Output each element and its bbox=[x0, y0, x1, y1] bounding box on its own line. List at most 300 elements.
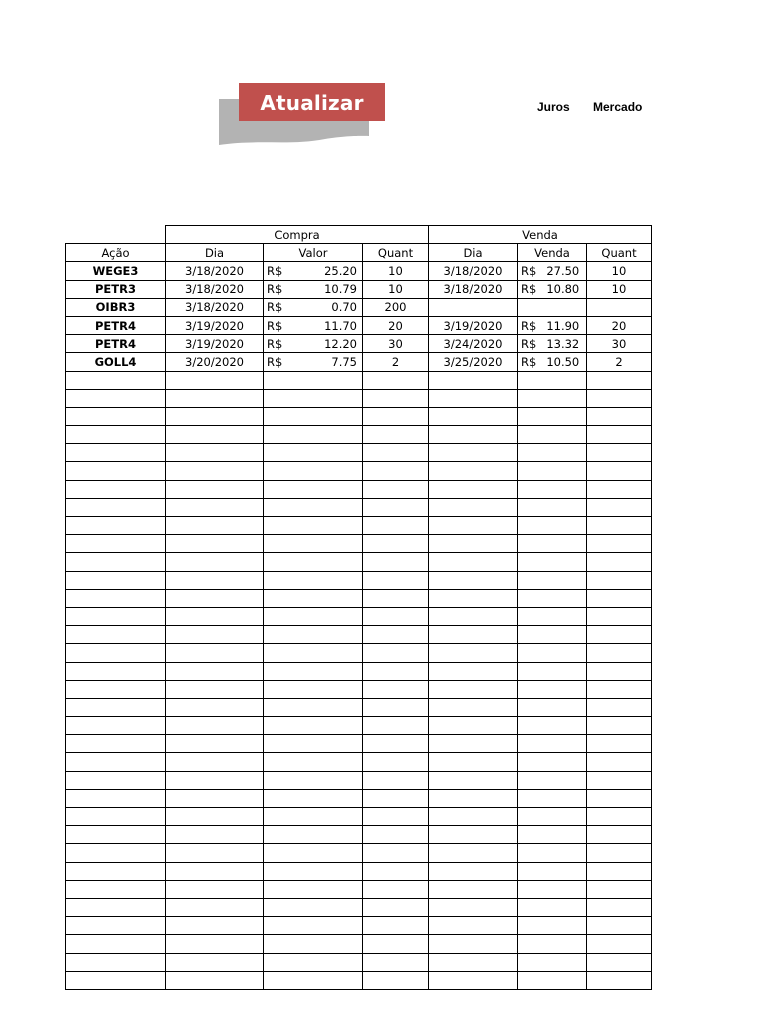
venda-valor-amount: 13.32 bbox=[546, 336, 580, 351]
empty-cell[interactable] bbox=[66, 680, 166, 698]
compra-quant-cell[interactable]: 10 bbox=[363, 280, 429, 298]
empty-cell[interactable] bbox=[518, 898, 587, 916]
empty-cell[interactable] bbox=[429, 789, 518, 807]
empty-row bbox=[66, 480, 652, 498]
empty-cell[interactable] bbox=[264, 826, 363, 844]
empty-cell[interactable] bbox=[264, 407, 363, 425]
empty-cell[interactable] bbox=[166, 789, 264, 807]
empty-cell[interactable] bbox=[66, 371, 166, 389]
empty-cell[interactable] bbox=[363, 735, 429, 753]
empty-cell[interactable] bbox=[264, 389, 363, 407]
venda-valor-cell[interactable] bbox=[518, 353, 587, 371]
empty-cell[interactable] bbox=[166, 607, 264, 625]
empty-cell[interactable] bbox=[264, 735, 363, 753]
empty-cell[interactable] bbox=[587, 826, 652, 844]
empty-cell[interactable] bbox=[66, 644, 166, 662]
compra-valor-cell[interactable] bbox=[264, 353, 363, 371]
empty-cell[interactable] bbox=[264, 917, 363, 935]
empty-cell[interactable] bbox=[587, 571, 652, 589]
empty-cell[interactable] bbox=[429, 462, 518, 480]
empty-cell[interactable] bbox=[518, 771, 587, 789]
empty-cell[interactable] bbox=[363, 898, 429, 916]
empty-cell[interactable] bbox=[363, 644, 429, 662]
empty-cell[interactable] bbox=[518, 371, 587, 389]
empty-cell[interactable] bbox=[518, 626, 587, 644]
empty-cell[interactable] bbox=[363, 662, 429, 680]
col-header-venda-quant: Quant bbox=[587, 244, 652, 262]
empty-cell[interactable] bbox=[429, 698, 518, 716]
empty-cell[interactable] bbox=[264, 717, 363, 735]
empty-cell[interactable] bbox=[518, 644, 587, 662]
empty-cell[interactable] bbox=[587, 844, 652, 862]
venda-quant-cell[interactable] bbox=[587, 298, 652, 316]
empty-cell[interactable] bbox=[363, 917, 429, 935]
compra-valor-cell[interactable] bbox=[264, 335, 363, 353]
empty-cell[interactable] bbox=[587, 426, 652, 444]
empty-cell[interactable] bbox=[363, 680, 429, 698]
venda-quant-cell[interactable]: 2 bbox=[587, 353, 652, 371]
empty-cell[interactable] bbox=[429, 717, 518, 735]
venda-quant-cell[interactable]: 30 bbox=[587, 335, 652, 353]
empty-cell[interactable] bbox=[518, 426, 587, 444]
empty-cell[interactable] bbox=[363, 626, 429, 644]
empty-cell[interactable] bbox=[587, 735, 652, 753]
empty-cell[interactable] bbox=[264, 571, 363, 589]
empty-cell[interactable] bbox=[518, 680, 587, 698]
acao-cell[interactable]: PETR4 bbox=[66, 316, 166, 334]
compra-valor-cell[interactable] bbox=[264, 280, 363, 298]
empty-cell[interactable] bbox=[429, 735, 518, 753]
empty-cell[interactable] bbox=[429, 844, 518, 862]
empty-cell[interactable] bbox=[429, 571, 518, 589]
empty-cell[interactable] bbox=[587, 498, 652, 516]
empty-cell[interactable] bbox=[518, 917, 587, 935]
empty-cell[interactable] bbox=[518, 571, 587, 589]
empty-cell[interactable] bbox=[166, 898, 264, 916]
empty-cell[interactable] bbox=[587, 371, 652, 389]
empty-cell[interactable] bbox=[363, 698, 429, 716]
empty-cell[interactable] bbox=[518, 862, 587, 880]
empty-cell[interactable] bbox=[66, 480, 166, 498]
empty-cell[interactable] bbox=[363, 407, 429, 425]
empty-cell[interactable] bbox=[264, 644, 363, 662]
empty-cell[interactable] bbox=[166, 553, 264, 571]
compra-valor-cell[interactable] bbox=[264, 298, 363, 316]
empty-cell[interactable] bbox=[587, 935, 652, 953]
empty-cell[interactable] bbox=[587, 517, 652, 535]
empty-cell[interactable] bbox=[166, 626, 264, 644]
empty-cell[interactable] bbox=[363, 789, 429, 807]
empty-cell[interactable] bbox=[166, 589, 264, 607]
empty-cell[interactable] bbox=[166, 498, 264, 516]
compra-quant-cell[interactable]: 30 bbox=[363, 335, 429, 353]
empty-cell[interactable] bbox=[66, 444, 166, 462]
empty-cell[interactable] bbox=[587, 553, 652, 571]
empty-cell[interactable] bbox=[66, 935, 166, 953]
empty-cell[interactable] bbox=[587, 589, 652, 607]
empty-cell[interactable] bbox=[518, 589, 587, 607]
empty-cell[interactable] bbox=[587, 953, 652, 971]
venda-valor-cell[interactable] bbox=[518, 298, 587, 316]
empty-cell[interactable] bbox=[264, 953, 363, 971]
empty-cell[interactable] bbox=[66, 971, 166, 989]
venda-valor-cell[interactable] bbox=[518, 335, 587, 353]
empty-cell[interactable] bbox=[166, 462, 264, 480]
empty-cell[interactable] bbox=[363, 808, 429, 826]
venda-quant-cell[interactable]: 10 bbox=[587, 262, 652, 280]
empty-cell[interactable] bbox=[363, 717, 429, 735]
empty-cell[interactable] bbox=[363, 462, 429, 480]
compra-dia-cell[interactable]: 3/20/2020 bbox=[166, 353, 264, 371]
empty-cell[interactable] bbox=[518, 789, 587, 807]
empty-cell[interactable] bbox=[587, 808, 652, 826]
empty-cell[interactable] bbox=[166, 535, 264, 553]
empty-cell[interactable] bbox=[518, 662, 587, 680]
empty-cell[interactable] bbox=[264, 462, 363, 480]
acao-cell[interactable]: GOLL4 bbox=[66, 353, 166, 371]
empty-cell[interactable] bbox=[363, 517, 429, 535]
empty-cell[interactable] bbox=[518, 444, 587, 462]
empty-cell[interactable] bbox=[587, 880, 652, 898]
empty-cell[interactable] bbox=[518, 971, 587, 989]
empty-cell[interactable] bbox=[429, 517, 518, 535]
empty-cell[interactable] bbox=[66, 462, 166, 480]
compra-quant-cell[interactable]: 2 bbox=[363, 353, 429, 371]
empty-cell[interactable] bbox=[166, 753, 264, 771]
empty-cell[interactable] bbox=[363, 444, 429, 462]
empty-cell[interactable] bbox=[166, 517, 264, 535]
empty-cell[interactable] bbox=[166, 880, 264, 898]
empty-cell[interactable] bbox=[429, 480, 518, 498]
empty-cell[interactable] bbox=[166, 698, 264, 716]
empty-cell[interactable] bbox=[518, 753, 587, 771]
empty-cell[interactable] bbox=[518, 462, 587, 480]
empty-cell[interactable] bbox=[518, 535, 587, 553]
empty-cell[interactable] bbox=[429, 498, 518, 516]
compra-valor-cell[interactable] bbox=[264, 316, 363, 334]
compra-dia-cell[interactable]: 3/18/2020 bbox=[166, 298, 264, 316]
empty-cell[interactable] bbox=[166, 680, 264, 698]
empty-cell[interactable] bbox=[66, 844, 166, 862]
empty-cell[interactable] bbox=[363, 389, 429, 407]
table-row bbox=[66, 353, 652, 371]
col-header-venda-valor: Venda bbox=[518, 244, 587, 262]
empty-cell[interactable] bbox=[264, 607, 363, 625]
empty-cell[interactable] bbox=[264, 426, 363, 444]
empty-cell[interactable] bbox=[166, 917, 264, 935]
empty-cell[interactable] bbox=[363, 571, 429, 589]
empty-row bbox=[66, 626, 652, 644]
empty-cell[interactable] bbox=[518, 880, 587, 898]
empty-cell[interactable] bbox=[166, 935, 264, 953]
empty-cell[interactable] bbox=[264, 935, 363, 953]
empty-cell[interactable] bbox=[166, 444, 264, 462]
empty-cell[interactable] bbox=[166, 644, 264, 662]
empty-cell[interactable] bbox=[166, 426, 264, 444]
empty-row bbox=[66, 589, 652, 607]
venda-valor-cell[interactable] bbox=[518, 262, 587, 280]
empty-cell[interactable] bbox=[66, 589, 166, 607]
empty-cell[interactable] bbox=[587, 444, 652, 462]
empty-cell[interactable] bbox=[166, 808, 264, 826]
empty-cell[interactable] bbox=[429, 808, 518, 826]
empty-cell[interactable] bbox=[66, 880, 166, 898]
empty-cell[interactable] bbox=[264, 808, 363, 826]
empty-cell[interactable] bbox=[264, 698, 363, 716]
venda-dia-cell[interactable]: 3/18/2020 bbox=[429, 280, 518, 298]
empty-cell[interactable] bbox=[264, 753, 363, 771]
venda-dia-cell[interactable]: 3/18/2020 bbox=[429, 262, 518, 280]
empty-cell[interactable] bbox=[587, 644, 652, 662]
empty-cell[interactable] bbox=[587, 626, 652, 644]
empty-cell[interactable] bbox=[363, 862, 429, 880]
empty-cell[interactable] bbox=[66, 735, 166, 753]
compra-quant-cell[interactable]: 200 bbox=[363, 298, 429, 316]
compra-dia-cell[interactable]: 3/19/2020 bbox=[166, 335, 264, 353]
empty-cell[interactable] bbox=[166, 371, 264, 389]
empty-cell[interactable] bbox=[363, 953, 429, 971]
empty-cell[interactable] bbox=[363, 426, 429, 444]
empty-cell[interactable] bbox=[264, 480, 363, 498]
empty-cell[interactable] bbox=[66, 553, 166, 571]
currency-symbol: R$ bbox=[267, 282, 283, 297]
empty-cell[interactable] bbox=[429, 644, 518, 662]
empty-cell[interactable] bbox=[518, 389, 587, 407]
empty-cell[interactable] bbox=[429, 971, 518, 989]
empty-cell[interactable] bbox=[363, 880, 429, 898]
empty-cell[interactable] bbox=[363, 553, 429, 571]
empty-cell[interactable] bbox=[166, 971, 264, 989]
empty-cell[interactable] bbox=[429, 680, 518, 698]
venda-dia-cell[interactable]: 3/24/2020 bbox=[429, 335, 518, 353]
empty-cell[interactable] bbox=[166, 844, 264, 862]
empty-cell[interactable] bbox=[587, 917, 652, 935]
empty-cell[interactable] bbox=[166, 571, 264, 589]
empty-cell[interactable] bbox=[264, 880, 363, 898]
empty-cell[interactable] bbox=[363, 771, 429, 789]
empty-cell[interactable] bbox=[66, 789, 166, 807]
empty-cell[interactable] bbox=[429, 935, 518, 953]
empty-cell[interactable] bbox=[66, 426, 166, 444]
empty-cell[interactable] bbox=[518, 953, 587, 971]
empty-cell[interactable] bbox=[166, 826, 264, 844]
atualizar-button[interactable] bbox=[219, 83, 385, 147]
empty-row bbox=[66, 444, 652, 462]
empty-cell[interactable] bbox=[66, 662, 166, 680]
empty-cell[interactable] bbox=[587, 462, 652, 480]
compra-valor-amount: 12.20 bbox=[324, 336, 357, 351]
empty-cell[interactable] bbox=[587, 389, 652, 407]
empty-cell[interactable] bbox=[66, 917, 166, 935]
empty-cell[interactable] bbox=[518, 826, 587, 844]
acao-cell[interactable]: WEGE3 bbox=[66, 262, 166, 280]
compra-dia-cell[interactable]: 3/19/2020 bbox=[166, 316, 264, 334]
empty-cell[interactable] bbox=[66, 753, 166, 771]
empty-cell[interactable] bbox=[587, 789, 652, 807]
empty-cell[interactable] bbox=[66, 826, 166, 844]
empty-cell[interactable] bbox=[518, 480, 587, 498]
empty-cell[interactable] bbox=[264, 626, 363, 644]
empty-cell[interactable] bbox=[429, 898, 518, 916]
juros-link[interactable]: Juros bbox=[537, 100, 570, 114]
venda-valor-cell[interactable] bbox=[518, 316, 587, 334]
currency-symbol: R$ bbox=[267, 318, 283, 333]
venda-dia-cell[interactable]: 3/25/2020 bbox=[429, 353, 518, 371]
empty-cell[interactable] bbox=[363, 935, 429, 953]
empty-cell[interactable] bbox=[518, 498, 587, 516]
empty-cell[interactable] bbox=[363, 844, 429, 862]
empty-cell[interactable] bbox=[587, 662, 652, 680]
empty-cell[interactable] bbox=[66, 771, 166, 789]
empty-cell[interactable] bbox=[66, 607, 166, 625]
empty-cell[interactable] bbox=[264, 371, 363, 389]
empty-row bbox=[66, 426, 652, 444]
empty-cell[interactable] bbox=[429, 953, 518, 971]
empty-cell[interactable] bbox=[166, 953, 264, 971]
empty-cell[interactable] bbox=[66, 898, 166, 916]
empty-cell[interactable] bbox=[264, 517, 363, 535]
empty-cell[interactable] bbox=[264, 771, 363, 789]
empty-cell[interactable] bbox=[66, 535, 166, 553]
empty-cell[interactable] bbox=[264, 789, 363, 807]
empty-cell[interactable] bbox=[429, 826, 518, 844]
empty-cell[interactable] bbox=[429, 407, 518, 425]
empty-cell[interactable] bbox=[518, 553, 587, 571]
empty-cell[interactable] bbox=[166, 480, 264, 498]
empty-cell[interactable] bbox=[166, 771, 264, 789]
empty-cell[interactable] bbox=[429, 426, 518, 444]
empty-cell[interactable] bbox=[518, 935, 587, 953]
empty-cell[interactable] bbox=[66, 571, 166, 589]
empty-cell[interactable] bbox=[363, 480, 429, 498]
empty-cell[interactable] bbox=[66, 862, 166, 880]
venda-quant-cell[interactable]: 20 bbox=[587, 316, 652, 334]
empty-cell[interactable] bbox=[264, 535, 363, 553]
empty-cell[interactable] bbox=[363, 371, 429, 389]
acao-cell[interactable]: OIBR3 bbox=[66, 298, 166, 316]
empty-cell[interactable] bbox=[66, 389, 166, 407]
empty-cell[interactable] bbox=[518, 698, 587, 716]
empty-cell[interactable] bbox=[264, 553, 363, 571]
table-row bbox=[66, 280, 652, 298]
empty-cell[interactable] bbox=[166, 662, 264, 680]
empty-cell[interactable] bbox=[587, 971, 652, 989]
empty-cell[interactable] bbox=[429, 771, 518, 789]
empty-cell[interactable] bbox=[264, 862, 363, 880]
empty-cell[interactable] bbox=[429, 535, 518, 553]
empty-cell[interactable] bbox=[429, 917, 518, 935]
empty-cell[interactable] bbox=[518, 808, 587, 826]
empty-cell[interactable] bbox=[66, 407, 166, 425]
empty-cell[interactable] bbox=[429, 753, 518, 771]
empty-cell[interactable] bbox=[66, 698, 166, 716]
empty-cell[interactable] bbox=[587, 680, 652, 698]
compra-quant-cell[interactable]: 20 bbox=[363, 316, 429, 334]
empty-cell[interactable] bbox=[363, 589, 429, 607]
venda-valor-amount: 11.90 bbox=[546, 318, 580, 333]
empty-cell[interactable] bbox=[429, 589, 518, 607]
empty-cell[interactable] bbox=[587, 480, 652, 498]
empty-cell[interactable] bbox=[587, 753, 652, 771]
empty-cell[interactable] bbox=[66, 498, 166, 516]
empty-cell[interactable] bbox=[429, 880, 518, 898]
venda-quant-cell[interactable]: 10 bbox=[587, 280, 652, 298]
empty-cell[interactable] bbox=[429, 607, 518, 625]
empty-row bbox=[66, 971, 652, 989]
empty-cell[interactable] bbox=[166, 862, 264, 880]
empty-cell[interactable] bbox=[363, 607, 429, 625]
empty-cell[interactable] bbox=[264, 898, 363, 916]
empty-cell[interactable] bbox=[429, 371, 518, 389]
empty-cell[interactable] bbox=[363, 826, 429, 844]
empty-cell[interactable] bbox=[587, 771, 652, 789]
compra-dia-cell[interactable]: 3/18/2020 bbox=[166, 262, 264, 280]
empty-cell[interactable] bbox=[587, 862, 652, 880]
empty-cell[interactable] bbox=[264, 844, 363, 862]
compra-quant-cell[interactable]: 10 bbox=[363, 262, 429, 280]
empty-cell[interactable] bbox=[518, 717, 587, 735]
compra-dia-cell[interactable]: 3/18/2020 bbox=[166, 280, 264, 298]
empty-cell[interactable] bbox=[264, 589, 363, 607]
compra-valor-cell[interactable] bbox=[264, 262, 363, 280]
empty-cell[interactable] bbox=[587, 607, 652, 625]
empty-cell[interactable] bbox=[363, 753, 429, 771]
acao-cell[interactable]: PETR3 bbox=[66, 280, 166, 298]
empty-cell[interactable] bbox=[518, 407, 587, 425]
venda-dia-cell[interactable] bbox=[429, 298, 518, 316]
empty-cell[interactable] bbox=[66, 717, 166, 735]
empty-cell[interactable] bbox=[66, 517, 166, 535]
empty-cell[interactable] bbox=[587, 698, 652, 716]
empty-cell[interactable] bbox=[518, 735, 587, 753]
mercado-link[interactable]: Mercado bbox=[593, 100, 643, 114]
empty-cell[interactable] bbox=[429, 662, 518, 680]
empty-cell[interactable] bbox=[264, 444, 363, 462]
empty-cell[interactable] bbox=[66, 808, 166, 826]
empty-row bbox=[66, 953, 652, 971]
empty-cell[interactable] bbox=[429, 626, 518, 644]
acao-cell[interactable]: PETR4 bbox=[66, 335, 166, 353]
empty-cell[interactable] bbox=[166, 407, 264, 425]
empty-cell[interactable] bbox=[587, 717, 652, 735]
empty-cell[interactable] bbox=[518, 517, 587, 535]
empty-cell[interactable] bbox=[587, 898, 652, 916]
empty-cell[interactable] bbox=[429, 389, 518, 407]
table-row bbox=[66, 335, 652, 353]
empty-cell[interactable] bbox=[264, 662, 363, 680]
empty-cell[interactable] bbox=[429, 553, 518, 571]
empty-cell[interactable] bbox=[518, 607, 587, 625]
empty-cell[interactable] bbox=[587, 407, 652, 425]
empty-cell[interactable] bbox=[363, 535, 429, 553]
empty-cell[interactable] bbox=[587, 535, 652, 553]
empty-cell[interactable] bbox=[429, 444, 518, 462]
venda-dia-cell[interactable]: 3/19/2020 bbox=[429, 316, 518, 334]
empty-cell[interactable] bbox=[166, 735, 264, 753]
empty-cell[interactable] bbox=[518, 844, 587, 862]
empty-cell[interactable] bbox=[66, 626, 166, 644]
empty-cell[interactable] bbox=[264, 680, 363, 698]
empty-cell[interactable] bbox=[66, 953, 166, 971]
empty-cell[interactable] bbox=[166, 717, 264, 735]
empty-cell[interactable] bbox=[363, 971, 429, 989]
empty-cell[interactable] bbox=[363, 498, 429, 516]
empty-cell[interactable] bbox=[429, 862, 518, 880]
empty-cell[interactable] bbox=[264, 498, 363, 516]
empty-cell[interactable] bbox=[166, 389, 264, 407]
empty-cell[interactable] bbox=[264, 971, 363, 989]
venda-valor-cell[interactable] bbox=[518, 280, 587, 298]
